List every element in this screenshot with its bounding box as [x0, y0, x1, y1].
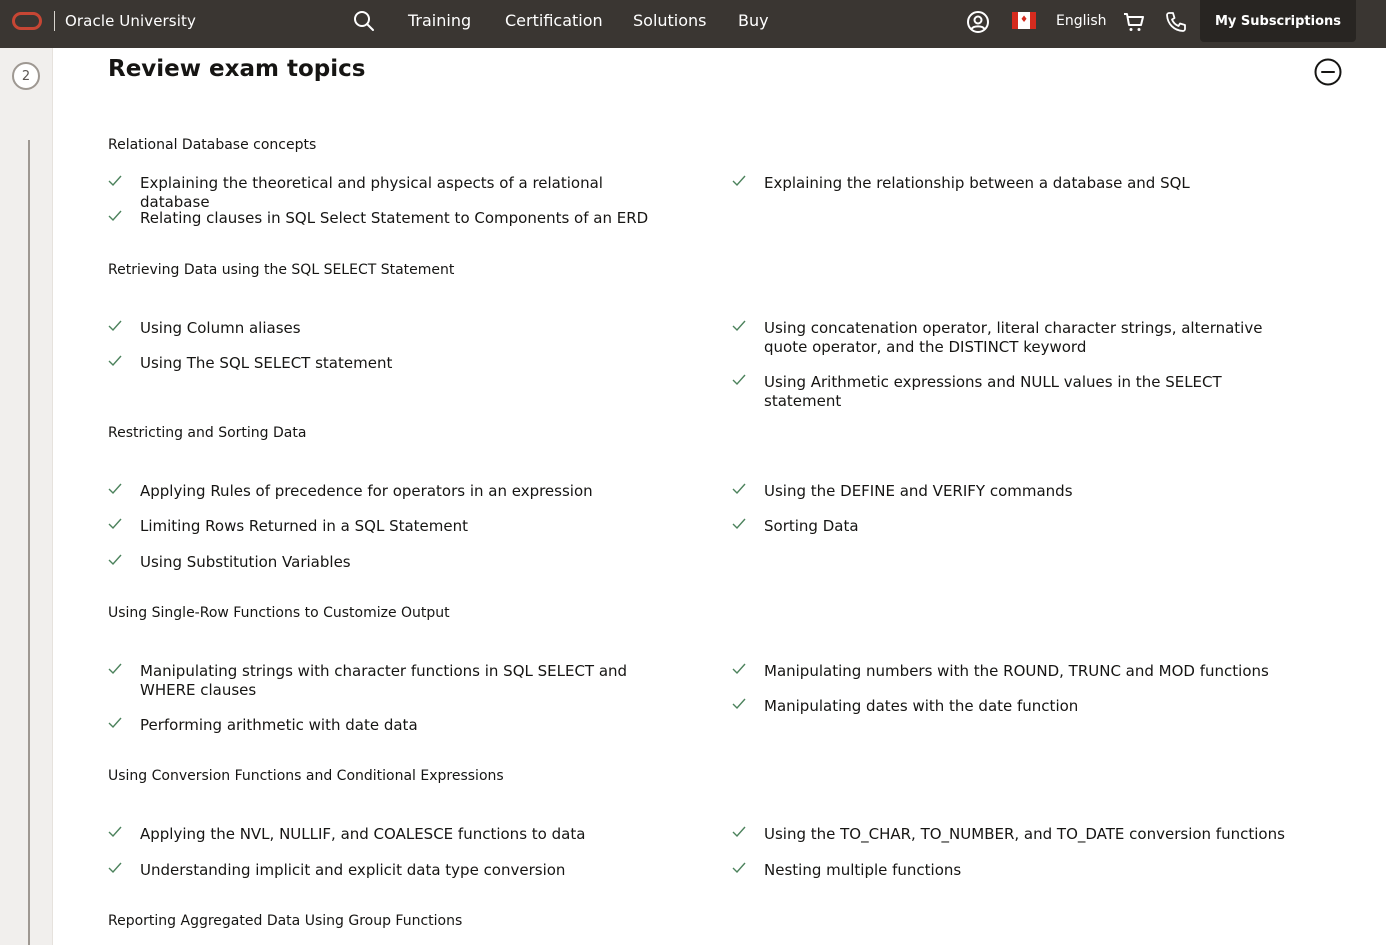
checkmark-icon [732, 697, 746, 711]
checkmark-icon [732, 482, 746, 496]
checkmark-icon [108, 174, 122, 188]
step-number-badge: 2 [12, 62, 40, 90]
progress-rail [0, 48, 53, 945]
topic-heading: Reporting Aggregated Data Using Group Functions [108, 913, 463, 929]
progress-line [28, 140, 30, 945]
checkmark-icon [108, 716, 122, 730]
checkmark-icon [108, 482, 122, 496]
topic-item: Understanding implicit and explicit data type conversion [108, 861, 668, 880]
checkmark-icon [108, 825, 122, 839]
logo-divider [54, 11, 55, 31]
topic-item: Using Arithmetic expressions and NULL values in the SELECT statement [732, 373, 1292, 411]
topic-item: Nesting multiple functions [732, 861, 1292, 880]
checkmark-icon [108, 553, 122, 567]
topic-item: Explaining the theoretical and physical aspects of a relational database [108, 174, 668, 212]
checkmark-icon [732, 662, 746, 676]
nav-training[interactable]: Training [408, 11, 472, 30]
phone-icon[interactable] [1164, 10, 1188, 34]
collapse-minus-icon[interactable] [1314, 58, 1342, 86]
section-title: Review exam topics [108, 56, 366, 82]
topic-heading: Using Single-Row Functions to Customize Output [108, 605, 450, 621]
topic-item: Explaining the relationship between a database and SQL [732, 174, 1292, 193]
topic-item: Using the TO_CHAR, TO_NUMBER, and TO_DATE conversion functions [732, 825, 1292, 844]
nav-buy[interactable]: Buy [738, 11, 769, 30]
topic-item: Performing arithmetic with date data [108, 716, 668, 735]
topic-item: Applying the NVL, NULLIF, and COALESCE functions to data [108, 825, 668, 844]
topic-item: Using The SQL SELECT statement [108, 354, 668, 373]
topic-item: Using Substitution Variables [108, 553, 668, 572]
topic-item: Using concatenation operator, literal character strings, alternative quote operator, and the DISTINCT keyword [732, 319, 1292, 357]
checkmark-icon [108, 354, 122, 368]
checkmark-icon [108, 319, 122, 333]
checkmark-icon [108, 861, 122, 875]
checkmark-icon [732, 825, 746, 839]
checkmark-icon [732, 861, 746, 875]
my-subscriptions-button[interactable]: My Subscriptions [1200, 0, 1356, 42]
topic-heading: Retrieving Data using the SQL SELECT Statement [108, 262, 455, 278]
topic-item: Using the DEFINE and VERIFY commands [732, 482, 1292, 501]
topic-item: Relating clauses in SQL Select Statement to Components of an ERD [108, 209, 668, 228]
topic-item: Applying Rules of precedence for operators in an expression [108, 482, 668, 501]
oracle-logo-icon [12, 12, 42, 30]
checkmark-icon [732, 373, 746, 387]
checkmark-icon [732, 517, 746, 531]
checkmark-icon [732, 174, 746, 188]
topic-item: Limiting Rows Returned in a SQL Statement [108, 517, 668, 536]
checkmark-icon [108, 517, 122, 531]
oracle-logo-link[interactable] [12, 9, 196, 33]
checkmark-icon [108, 662, 122, 676]
cart-icon[interactable] [1122, 10, 1146, 34]
nav-solutions[interactable]: Solutions [633, 11, 707, 30]
topic-item: Using Column aliases [108, 319, 668, 338]
canada-flag-icon[interactable]: ♦ [1012, 12, 1036, 29]
brand-name: Oracle University [65, 12, 196, 30]
topic-item: Manipulating strings with character functions in SQL SELECT and WHERE clauses [108, 662, 668, 700]
account-icon[interactable] [966, 10, 990, 34]
topic-heading: Restricting and Sorting Data [108, 425, 307, 441]
top-navigation-bar [0, 0, 1386, 48]
search-icon[interactable] [353, 10, 375, 32]
nav-certification[interactable]: Certification [505, 11, 603, 30]
language-selector[interactable]: English [1056, 13, 1107, 29]
topic-heading: Relational Database concepts [108, 137, 317, 153]
topic-item: Manipulating numbers with the ROUND, TRUNC and MOD functions [732, 662, 1292, 681]
topic-item: Manipulating dates with the date function [732, 697, 1292, 716]
topic-item: Sorting Data [732, 517, 1292, 536]
checkmark-icon [108, 209, 122, 223]
checkmark-icon [732, 319, 746, 333]
topic-heading: Using Conversion Functions and Conditional Expressions [108, 768, 504, 784]
